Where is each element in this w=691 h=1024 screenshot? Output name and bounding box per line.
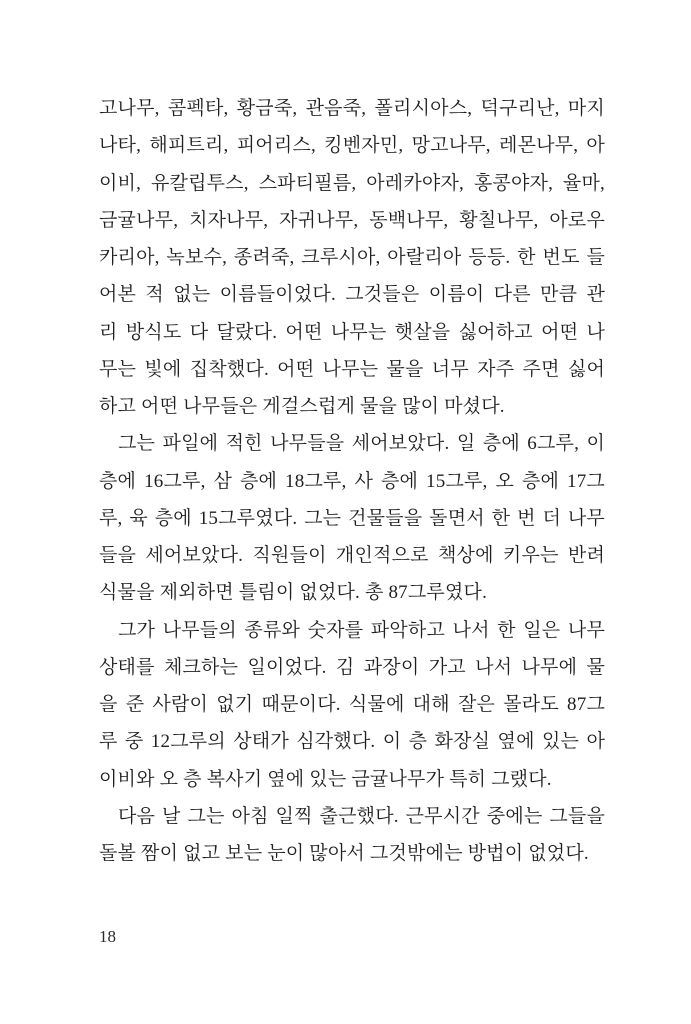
paragraph: [99, 798, 605, 873]
text-line: 그는 파일에 적힌 나무들을 세어보았다. 일 층에 6그루, 이: [118, 433, 605, 455]
text-line: 고나무, 콤펙타, 황금죽, 관음죽, 폴리시아스, 덕구리난, 마지: [99, 98, 605, 119]
text-line: 리 방식도 다 달랐다. 어떤 나무는 햇살을 싫어하고 어떤 나: [99, 321, 605, 343]
text-line: 무는 빛에 집착했다. 어떤 나무는 물을 너무 자주 주면 싫어: [99, 358, 605, 380]
paragraph: [99, 90, 605, 425]
text-column: [99, 90, 605, 872]
text-line: 돌볼 짬이 없고 보는 눈이 많아서 그것밖에는 방법이 없었다.: [99, 843, 589, 864]
text-line: 식물을 제외하면 틀림이 없었다. 총 87그루였다.: [99, 582, 488, 604]
text-line: 다음 날 그는 아침 일찍 출근했다. 근무시간 중에는 그들을: [118, 805, 605, 827]
text-line: 그가 나무들의 종류와 숫자를 파악하고 나서 한 일은 나무: [118, 619, 605, 641]
text-line: 을 준 사람이 없기 때문이다. 식물에 대해 잘은 몰라도 87그: [99, 694, 605, 715]
text-line: 층에 16그루, 삼 층에 18그루, 사 층에 15그루, 오 층에 17그: [99, 470, 605, 492]
text-line: 나타, 해피트리, 피어리스, 킹벤자민, 망고나무, 레몬나무, 아: [99, 135, 605, 157]
page-number: 18: [99, 927, 116, 946]
paragraph: [99, 425, 605, 611]
text-line: 하고 어떤 나무들은 게걸스럽게 물을 많이 마셨다.: [99, 396, 505, 417]
text-line: 어본 적 없는 이름들이었다. 그것들은 이름이 다른 만큼 관: [99, 284, 605, 306]
text-line: 이비, 유칼립투스, 스파티필름, 아레카야자, 홍콩야자, 율마,: [99, 172, 605, 194]
text-line: 들을 세어보았다. 직원들이 개인적으로 책상에 키우는 반려: [99, 545, 605, 566]
text-line: 루, 육 층에 15그루였다. 그는 건물들을 돌면서 한 번 더 나무: [99, 507, 605, 529]
text-line: 카리아, 녹보수, 종려죽, 크루시아, 아랄리아 등등. 한 번도 들: [99, 247, 605, 268]
text-line: 금귤나무, 치자나무, 자귀나무, 동백나무, 황칠나무, 아로우: [99, 209, 605, 231]
text-line: 루 중 12그루의 상태가 심각했다. 이 층 화장실 옆에 있는 아: [99, 731, 605, 753]
paragraph: [99, 612, 605, 798]
text-line: 상태를 체크하는 일이었다. 김 과장이 가고 나서 나무에 물: [99, 656, 605, 678]
text-line: 이비와 오 층 복사기 옆에 있는 금귤나무가 특히 그랬다.: [99, 768, 552, 790]
